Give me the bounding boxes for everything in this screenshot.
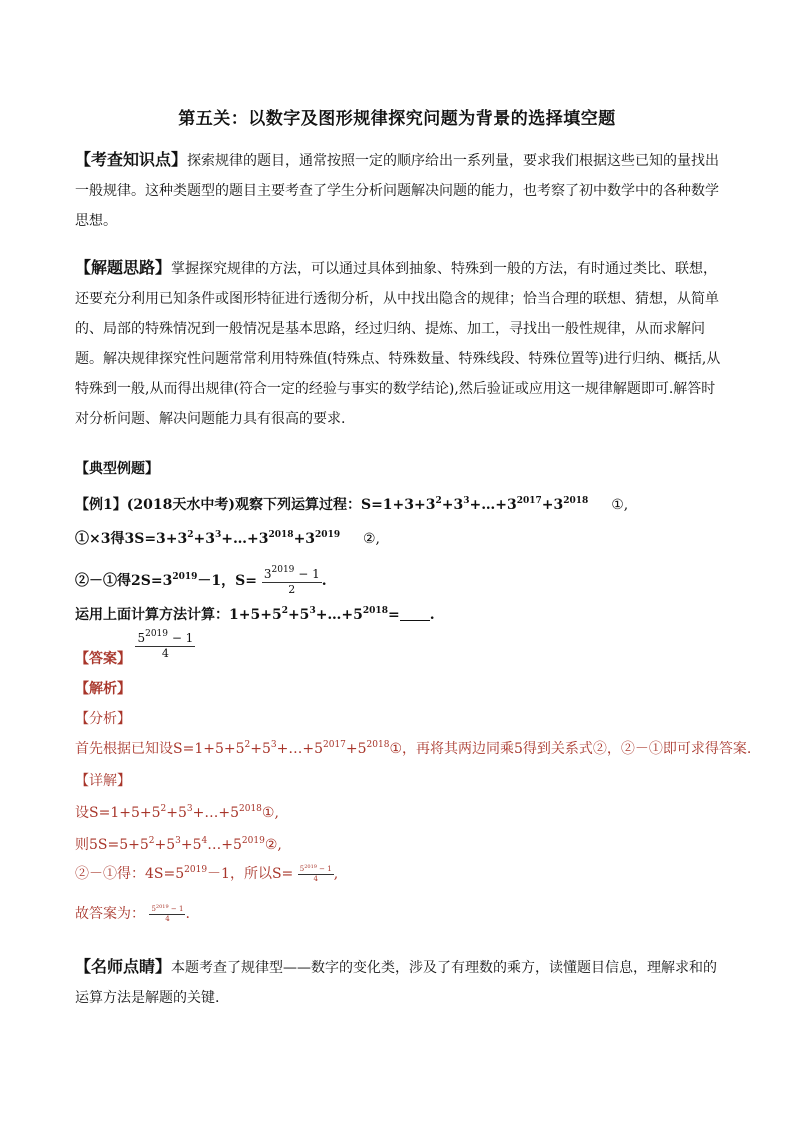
frac-num: 5 — [137, 631, 146, 645]
exp: 3 — [175, 836, 181, 846]
final-fraction — [149, 904, 185, 924]
text: ①，再将其两边同乘5得到关系式②，②－①即可求得答案. — [389, 741, 752, 757]
text: ②－①得2S=3 — [75, 573, 173, 589]
knowledge-text: 探索规律的题目，通常按照一定的顺序给出一系列量，要求我们根据这些已知的量找出一般规律。这种类题型的题目主要考查了学生分析问题解决问题的能力，也考察了初中数学中的各种数学思想。 — [75, 153, 720, 229]
text: +…+3 — [221, 531, 269, 547]
example1-line4 — [75, 604, 435, 624]
exp: 2019 — [304, 864, 317, 870]
exp: 4 — [201, 836, 208, 846]
exp: 2017 — [516, 496, 542, 506]
text: 故答案为： — [75, 906, 145, 922]
approach-text: 掌握探究规律的方法，可以通过具体到抽象、特殊到一般的方法，有时通过类比、联想，还要充分利用已知条件或图形特征进行透彻分析，从中找出隐含的规律；恰当合理的联想、猜想，从简单的、局部的特殊情况到一般情况是基本思路，经过归纳、提炼、加工，寻找出一般性规律，从而求解问题。解决规律探究性问题常常利用特殊值(特殊点、特殊数量、特殊线段、特殊位置等)进行归纳、概括,从特殊到一般,从而得出规律(符合一定的经验与事实的数学结论),然后验证或应用这一规律解题即可.解答时对分析问题、解决问题能力具有很高的要求. — [75, 261, 721, 427]
text: . — [429, 607, 435, 623]
frac-den: 4 — [165, 915, 170, 923]
example1-label: 【例1】 — [75, 497, 127, 513]
text: ②, — [264, 837, 282, 853]
text: 运用上面计算方法计算：1+5+5 — [75, 607, 282, 623]
frac-den: 2 — [288, 582, 296, 596]
text: ①, — [261, 805, 279, 821]
text: ①×3得3S=3+3 — [75, 531, 188, 547]
frac-num-tail: − 1 — [294, 566, 320, 581]
text: －1，S= — [197, 573, 257, 589]
detail-line2 — [75, 834, 282, 854]
examples-heading: 【典型例题】 — [75, 461, 159, 477]
knowledge-section — [75, 145, 725, 236]
frac-num: 5 — [299, 865, 305, 873]
equation-mark-1: ①, — [611, 497, 629, 513]
detail-label: 【详解】 — [75, 773, 131, 789]
knowledge-heading: 【考查知识点】 — [75, 150, 188, 169]
exp: 2018 — [239, 804, 262, 814]
exp: 2019 — [172, 572, 198, 582]
answer-line — [75, 626, 195, 668]
example1-intro: 观察下列运算过程：S=1+3+3 — [234, 497, 436, 513]
exp: 3 — [215, 530, 222, 540]
answer-label: 【答案】 — [75, 651, 131, 667]
text: +3 — [293, 531, 316, 547]
frac-num-tail: − 1 — [168, 905, 184, 913]
text: +5 — [180, 837, 202, 853]
example1-line1 — [75, 494, 628, 514]
fenxi-label: 【分析】 — [75, 711, 131, 727]
text: +3 — [441, 497, 464, 513]
text: +…+3 — [469, 497, 517, 513]
approach-heading: 【解题思路】 — [75, 258, 172, 277]
teacher-section — [75, 952, 725, 1013]
exp: 2 — [281, 606, 288, 616]
exp: 2 — [435, 496, 442, 506]
text: 则5S=5+5 — [75, 837, 149, 853]
exp: 3 — [186, 804, 193, 814]
text: , — [333, 866, 339, 882]
frac-num-tail: − 1 — [316, 865, 332, 873]
exp: 2018 — [563, 496, 589, 506]
text: +…+5 — [276, 741, 323, 757]
example1-line3 — [75, 550, 327, 597]
frac-den: 4 — [161, 647, 169, 660]
fenxi-text — [75, 738, 751, 758]
exp: 2019 — [145, 629, 168, 639]
text: +5 — [154, 837, 176, 853]
exp: 3 — [463, 496, 470, 506]
exp: 2018 — [366, 740, 390, 750]
exp: 3 — [270, 740, 277, 750]
exp: 2019 — [155, 904, 169, 910]
text: ②－①得：4S=5 — [75, 866, 185, 882]
text: －1，所以S= — [207, 866, 294, 882]
text: 首先根据已知设S=1+5+5 — [75, 741, 245, 757]
exp: 2019 — [315, 530, 341, 540]
text: …+5 — [207, 837, 242, 853]
example1-line2 — [75, 528, 380, 548]
frac-num: 5 — [151, 905, 156, 913]
text: +…+5 — [315, 607, 363, 623]
text: = — [387, 607, 400, 623]
analysis-label: 【解析】 — [75, 681, 131, 697]
exp: 3 — [309, 606, 316, 616]
exp: 2 — [244, 740, 251, 750]
text: 设S=1+5+5 — [75, 805, 161, 821]
detail-line1 — [75, 802, 279, 822]
example1-source: (2018天水中考) — [126, 497, 235, 513]
text: +3 — [541, 497, 564, 513]
fraction-s — [262, 566, 322, 597]
exp: 2017 — [323, 740, 346, 750]
exp: 2018 — [362, 606, 388, 616]
answer-blank — [400, 608, 430, 621]
exp: 2 — [160, 804, 167, 814]
equation-mark-2: ②, — [362, 531, 380, 547]
text: +3 — [193, 531, 216, 547]
page-title: 第五关：以数字及图形规律探究问题为背景的选择填空题 — [178, 109, 616, 129]
exp: 2 — [148, 836, 155, 846]
exp: 2019 — [241, 836, 265, 846]
teacher-heading: 【名师点睛】 — [75, 957, 172, 976]
frac-num-tail: − 1 — [168, 631, 194, 645]
exp: 2019 — [184, 865, 208, 875]
exp: 2 — [187, 530, 194, 540]
teacher-text: 本题考查了规律型——数字的变化类，涉及了有理数的乘方，读懂题目信息，理解求和的运算方法是解题的关键. — [75, 960, 718, 1006]
frac-num: 3 — [263, 566, 272, 581]
approach-section — [75, 253, 725, 434]
text: +5 — [345, 741, 367, 757]
exp: 2019 — [271, 564, 295, 575]
exp: 2018 — [268, 530, 294, 540]
text: . — [185, 906, 190, 922]
text: . — [321, 573, 327, 589]
detail-fraction — [298, 864, 334, 884]
frac-den: 4 — [313, 875, 318, 883]
answer-fraction — [135, 630, 195, 661]
text: +…+5 — [192, 805, 239, 821]
detail-line3 — [75, 863, 338, 884]
text: +5 — [166, 805, 187, 821]
text: +5 — [287, 607, 310, 623]
detail-line4 — [75, 903, 190, 924]
text: +5 — [250, 741, 271, 757]
